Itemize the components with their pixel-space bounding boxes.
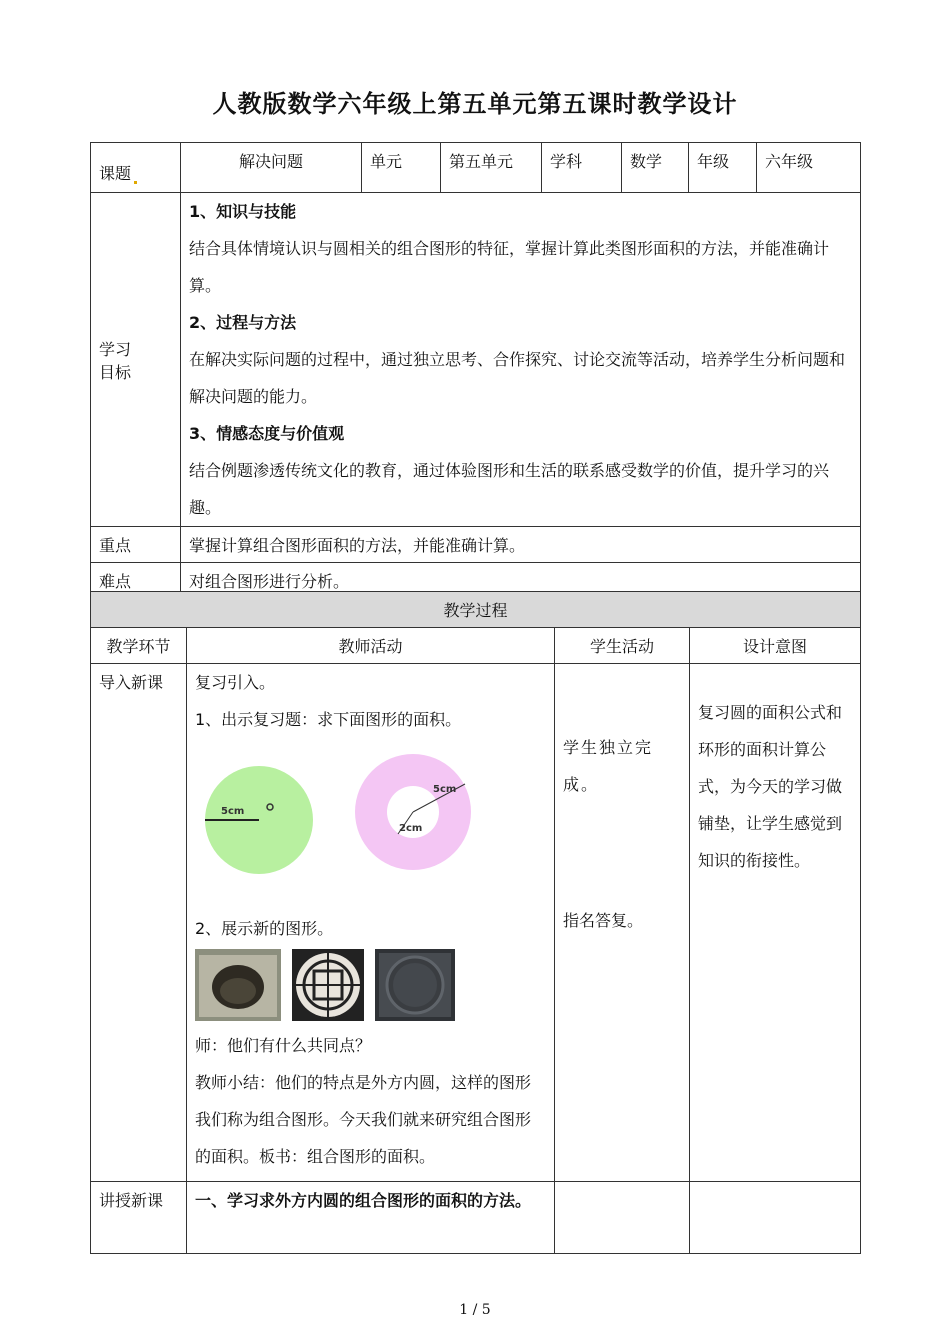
process-table	[90, 591, 861, 1254]
teach-row	[91, 1182, 861, 1254]
student-activity-1: 学生独立完成。	[563, 738, 654, 794]
intro-text-1: 复习引入。	[195, 673, 276, 692]
goal-text-1: 结合具体情境认识与圆相关的组合图形的特征，掌握计算此类图形面积的方法，并能准确计算。	[189, 239, 830, 295]
intro-stage: 导入新课	[91, 664, 187, 1182]
lattice-window-photo	[292, 949, 364, 1021]
topic-value: 解决问题	[181, 143, 362, 193]
goals-label-line1: 学习	[99, 339, 132, 359]
col-stage: 教学环节	[91, 628, 187, 664]
student-activity-2: 指名答复。	[563, 911, 644, 930]
unit-value: 第五单元	[441, 143, 542, 193]
goal-text-2: 在解决实际问题的过程中，通过独立思考、合作探究、讨论交流等活动，培养学生分析问题和解决问题的能力。	[189, 350, 846, 406]
col-teacher: 教师活动	[187, 628, 555, 664]
unit-label: 单元	[362, 143, 441, 193]
key-point-row	[91, 527, 861, 563]
teach-intent-cell	[690, 1182, 861, 1254]
stone-well-photo	[195, 949, 281, 1021]
review-figures	[195, 738, 546, 910]
intro-text-4: 师：他们有什么共同点？	[195, 1036, 372, 1055]
col-student: 学生活动	[555, 628, 690, 664]
intro-student-cell	[555, 664, 690, 1182]
process-header: 教学过程	[91, 592, 861, 628]
ring-outer-label: 5cm	[433, 784, 457, 795]
teach-student-cell	[555, 1182, 690, 1254]
square-plate-photo	[375, 949, 455, 1021]
difficulty-text: 对组合图形进行分析。	[181, 563, 861, 599]
page-title: 人教版数学六年级上第五单元第五课时教学设计	[212, 90, 738, 118]
teach-stage: 讲授新课	[91, 1182, 187, 1254]
subject-value: 数学	[622, 143, 689, 193]
info-row	[91, 143, 861, 193]
intro-teacher-cell	[187, 664, 555, 1182]
intro-intent-cell	[690, 664, 861, 1182]
intro-text-2: 1、出示复习题：求下面图形的面积。	[195, 710, 462, 729]
goals-content	[181, 193, 861, 527]
process-header-row	[91, 592, 861, 628]
topic-label: 课题	[99, 164, 132, 183]
col-intent: 设计意图	[690, 628, 861, 664]
grade-label: 年级	[689, 143, 757, 193]
grade-value: 六年级	[757, 143, 861, 193]
circle-radius-label: 5cm	[221, 806, 245, 817]
goals-label-line2: 目标	[99, 362, 132, 382]
subject-label: 学科	[542, 143, 622, 193]
marker-dot	[134, 181, 137, 184]
shape-photos	[195, 947, 546, 1027]
intro-text-3: 2、展示新的图形。	[195, 919, 334, 938]
intro-text-5: 教师小结：他们的特点是外方内圆，这样的图形我们称为组合图形。今天我们就来研究组合图形的面积。板书：组合图形的面积。	[195, 1073, 532, 1166]
process-columns-row	[91, 628, 861, 664]
ring-inner-label: 2cm	[399, 823, 423, 834]
info-table	[90, 142, 861, 599]
key-point-text: 掌握计算组合图形面积的方法，并能准确计算。	[181, 527, 861, 563]
goal-heading-1: 1、知识与技能	[189, 202, 297, 221]
goals-label-cell	[91, 193, 181, 527]
topic-label-cell	[91, 143, 181, 193]
intro-row	[91, 664, 861, 1182]
intro-intent: 复习圆的面积公式和环形的面积计算公式，为今天的学习做铺垫，让学生感觉到知识的衔接性。	[698, 703, 843, 870]
teach-text-1: 一、学习求外方内圆的组合图形的面积的方法。	[187, 1182, 555, 1254]
goals-row	[91, 193, 861, 527]
goal-text-3: 结合例题渗透传统文化的教育，通过体验图形和生活的联系感受数学的价值，提升学习的兴趣。	[189, 461, 830, 517]
review-figures-svg	[195, 738, 495, 910]
difficulty-label: 难点	[91, 563, 181, 599]
page-number: 1 / 5	[459, 1302, 491, 1318]
goal-heading-3: 3、情感态度与价值观	[189, 424, 345, 443]
key-point-label: 重点	[91, 527, 181, 563]
goal-heading-2: 2、过程与方法	[189, 313, 297, 332]
student-spacer	[563, 803, 681, 902]
